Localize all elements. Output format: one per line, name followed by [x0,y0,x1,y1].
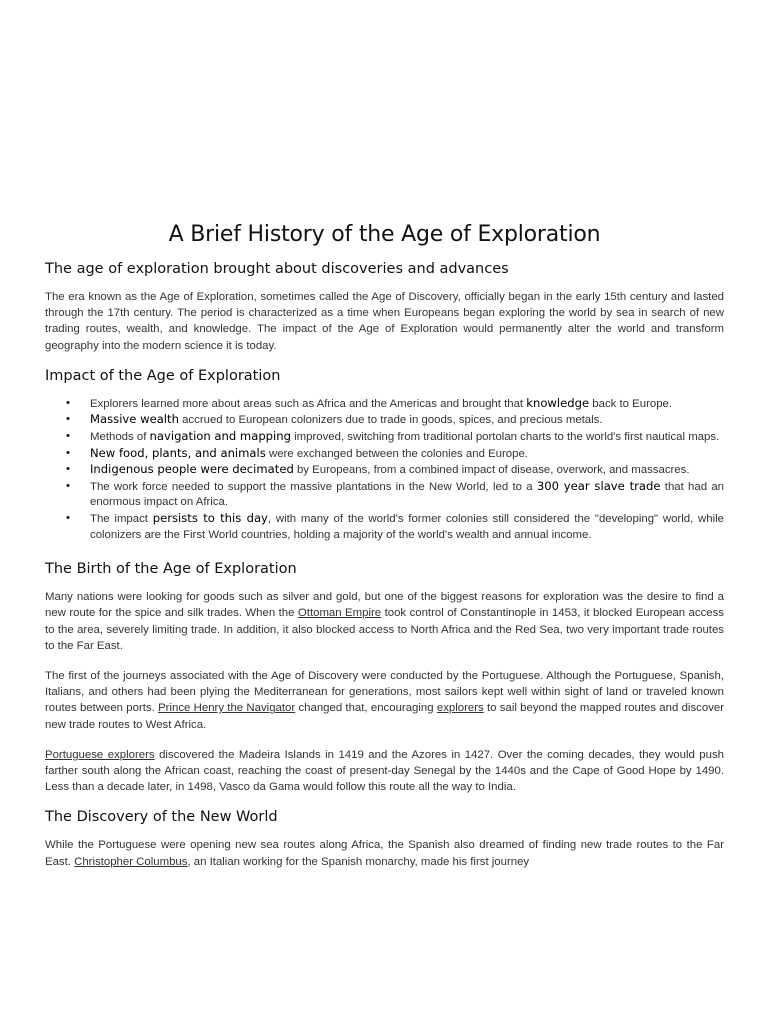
christopher-columbus-link[interactable]: Christopher Columbus [74,855,188,868]
page-title: A Brief History of the Age of Exploration [168,222,601,247]
impact-list [45,396,724,543]
ottoman-empire-link[interactable]: Ottoman Empire [297,607,382,620]
birth-paragraph-2: The first of the journeys associated with the Age of Discovery were conducted by the Portuguese. Although the Portuguese, Spanish, Italians, and others had been plying the Mediterranean for generations, most sailors kept well within sight of land or traveled known routes between ports. Prince Henry the Navigator changed that, encouraging explorers to sail beyond the mapped routes and discover new trade routes to West Africa. [45,669,725,731]
portuguese-explorers-link[interactable]: Portuguese explorers [45,748,155,761]
impact-item: • The work force needed to support the massive plantations in the New World, led to a 300 year slave trade that had an enormous impact on Africa. [45,479,724,511]
birth-paragraph-3: Portuguese explorers discovered the Madeira Islands in 1419 and the Azores in 1427. Over the coming decades, they would push farther south along the African coast, reaching the coast of present-day Senegal by the 1440s and the Cape of Good Hope by 1490. Less than a decade later, in 1498, Vasco da Gama would follow this route all the way to India. [45,748,724,794]
impact-item: • Methods of navigation and mapping improved, switching from traditional portolan charts to the world's first nautical maps. [45,429,724,446]
birth-paragraph-1: Many nations were looking for goods such as silver and gold, but one of the biggest reasons for exploration was the desire to find a new route for the spice and silk trades. When the Ottoman Empire took control of Constantinople in 1453, it blocked European access to the area, severely limiting trade. In addition, it also blocked access to North Africa and the Red Sea, two very important trade routes to the Far East. [45,591,724,652]
impact-item: • Indigenous people were decimated by Europeans, from a combined impact of disease, overwork, and massacres. [45,462,724,479]
impact-item: • The impact persists to this day, with many of the world's former colonies still considered the "developing" world, while colonizers are the First World countries, holding a majority of the world's wealth and annual income. [45,511,724,543]
document-page [45,222,724,884]
subtitle-heading: The age of exploration brought about discoveries and advances [45,261,509,277]
birth-heading: The Birth of the Age of Exploration [45,561,297,578]
impact-heading: Impact of the Age of Exploration [45,367,281,384]
new-world-heading: The Discovery of the New World [45,809,278,826]
intro-paragraph: The era known as the Age of Exploration, sometimes called the Age of Discovery, officially began in the early 15th century and lasted through the 17th century. The period is characterized as a time when Europeans began exploring the world by sea in search of new trading routes, wealth, and knowledge. The impact of the Age of Exploration would permanently alter the world and transform geography into the modern science it is today. [45,291,724,352]
impact-item: • Explorers learned more about areas such as Africa and the Americas and brought that knowledge back to Europe. [45,396,724,413]
explorers-link[interactable]: explorers [436,702,484,715]
impact-item: • New food, plants, and animals were exchanged between the colonies and Europe. [45,446,724,463]
impact-item: • Massive wealth accrued to European colonizers due to trade in goods, spices, and precious metals. [45,412,724,429]
prince-henry-link[interactable]: Prince Henry the Navigator [158,702,296,715]
new-world-paragraph-1: While the Portuguese were opening new sea routes along Africa, the Spanish also dreamed of finding new trade routes to the Far East. Christopher Columbus, an Italian working for the Spanish monarchy, made his first journey [45,839,724,868]
